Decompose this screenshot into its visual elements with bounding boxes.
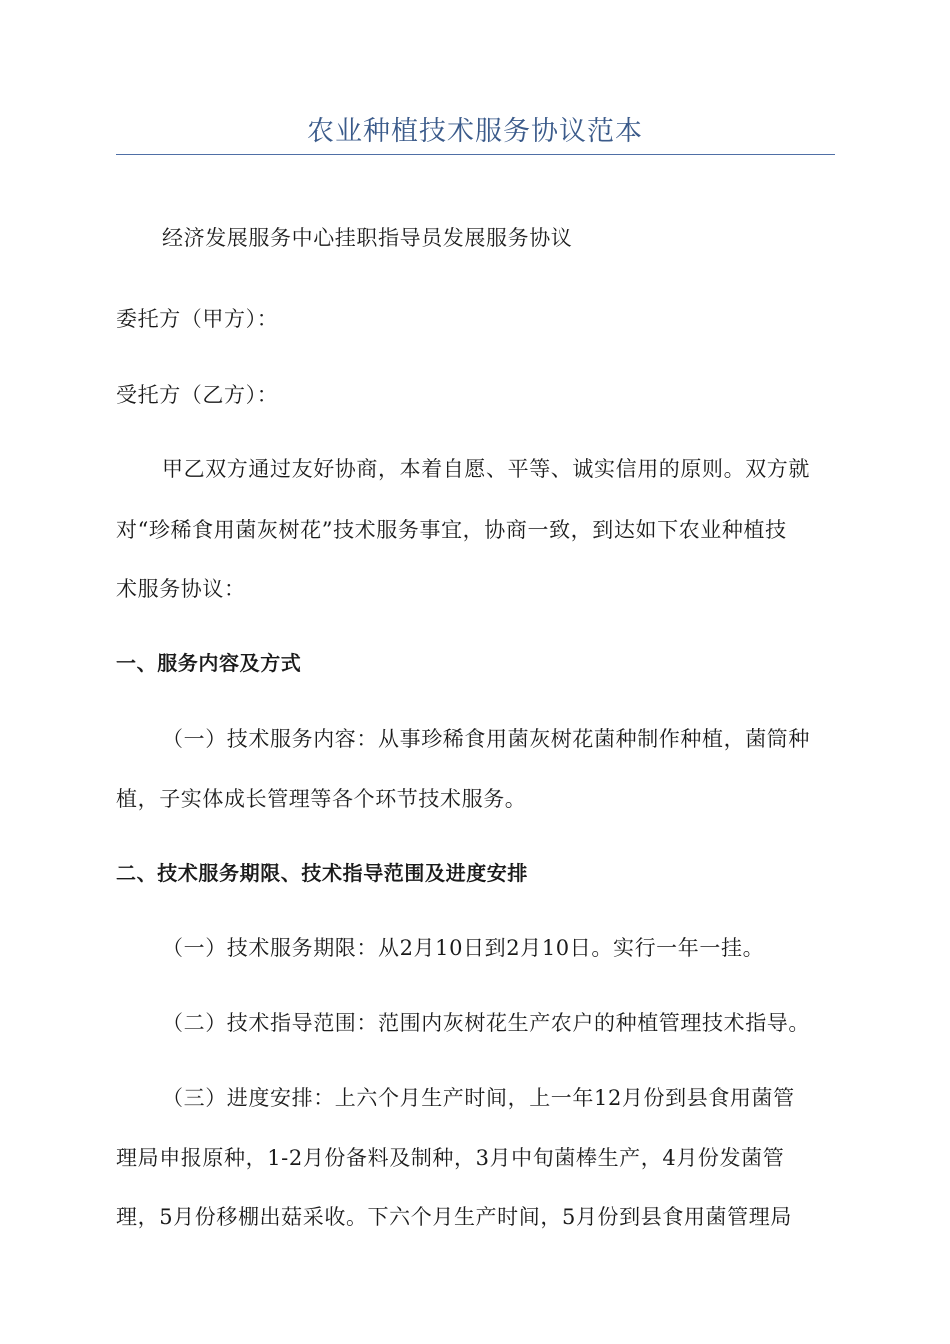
section-heading-1: 一、服务内容及方式 <box>116 651 302 675</box>
agreement-subtitle: 经济发展服务中心挂职指导员发展服务协议 <box>162 226 573 250</box>
section2-item1: （一）技术服务期限：从2月10日到2月10日。实行一年一挂。 <box>162 936 765 960</box>
intro-paragraph-line: 对“珍稀食用菌灰树花”技术服务事宜，协商一致，到达如下农业种植技 <box>116 518 787 542</box>
title-underline <box>116 154 835 155</box>
section2-item3-line: 理，5月份移棚出菇采收。下六个月生产时间，5月份到县食用菌管理局 <box>116 1205 792 1229</box>
document-title: 农业种植技术服务协议范本 <box>307 116 643 147</box>
section2-item3-line: （三）进度安排：上六个月生产时间，上一年12月份到县食用菌管 <box>162 1086 795 1110</box>
section2-item3-line: 理局申报原种，1-2月份备料及制种，3月中旬菌棒生产，4月份发菌管 <box>116 1146 785 1170</box>
intro-paragraph-line: 术服务协议： <box>116 577 246 601</box>
intro-paragraph-line: 甲乙双方通过友好协商，本着自愿、平等、诚实信用的原则。双方就 <box>162 457 810 481</box>
section1-item1-line: （一）技术服务内容：从事珍稀食用菌灰树花菌种制作种植，菌筒种 <box>162 727 810 751</box>
section1-item1-line: 植，子实体成长管理等各个环节技术服务。 <box>116 787 527 811</box>
party-b-label: 受托方（乙方）： <box>116 383 279 407</box>
section2-item2: （二）技术指导范围：范围内灰树花生产农户的种植管理技术指导。 <box>162 1011 810 1035</box>
section-heading-2: 二、技术服务期限、技术指导范围及进度安排 <box>116 861 528 885</box>
party-a-label: 委托方（甲方）： <box>116 307 279 331</box>
